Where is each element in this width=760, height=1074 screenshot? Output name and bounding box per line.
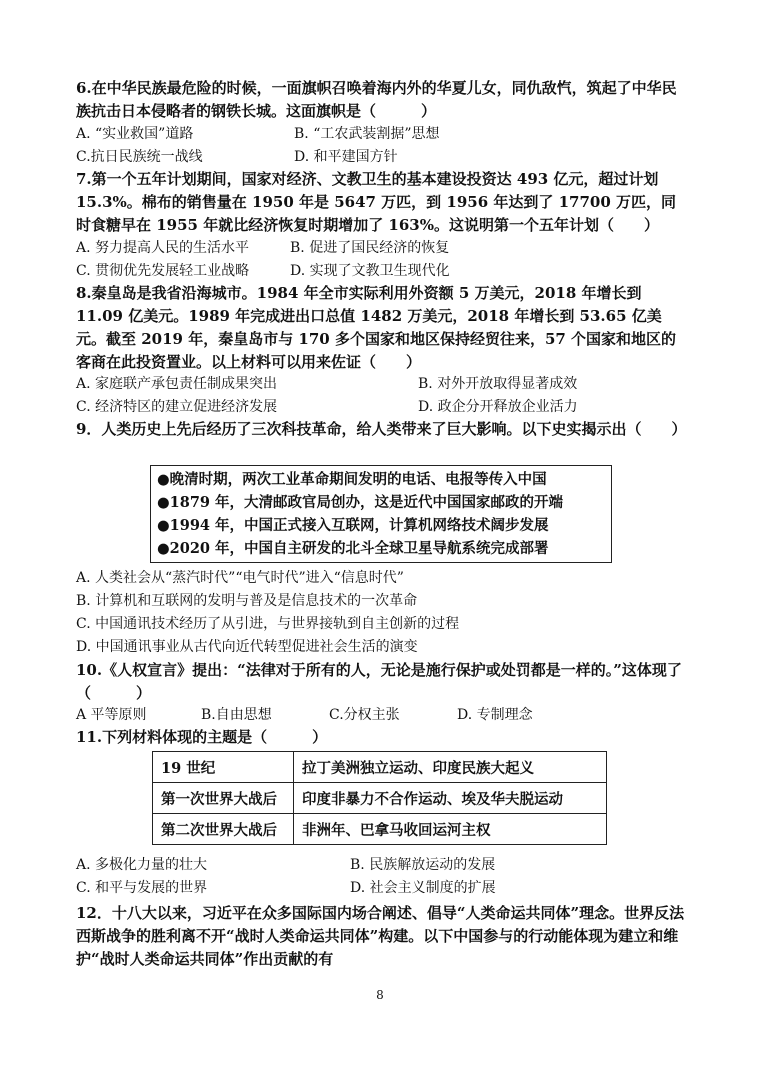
question-11-option-c: C. 和平与发展的世界 — [76, 880, 208, 896]
table-cell-period: 19 世纪 — [153, 752, 294, 783]
question-6-option-b: B. “工农武装割据”思想 — [294, 126, 440, 142]
question-6-option-d: D. 和平建国方针 — [294, 149, 398, 165]
question-9-material-line: ●1879 年，大清邮政官局创办，这是近代中国国家邮政的开端 — [157, 494, 564, 511]
question-6-option-a: A. “实业救国”道路 — [76, 126, 194, 142]
question-9-material-box — [150, 465, 612, 563]
question-8-stem: 8.秦皇岛是我省沿海城市。1984 年全市实际利用外资额 5 万美元，2018 年增长到 11.09 亿美元。1989 年完成进出口总值 1482 万美元，2018 年增长到 53.65 亿美元。截至 2019 年，秦皇岛市与 170 多个国家和地区保持经贸往来，57 个国家和地区的客商在此投资置业。以上材料可以用来佐证（ ） — [76, 284, 677, 371]
question-8-option-a: A. 家庭联产承包责任制成果突出 — [76, 376, 278, 392]
question-9-stem: 9．人类历史上先后经历了三次科技革命，给人类带来了巨大影响。以下史实揭示出（ ） — [76, 420, 687, 438]
question-8-option-b: B. 对外开放取得显著成效 — [418, 376, 578, 392]
table-cell-events: 非洲年、巴拿马收回运河主权 — [294, 814, 607, 845]
page-number: 8 — [376, 988, 384, 1002]
table-row — [153, 752, 607, 783]
table-cell-period: 第一次世界大战后 — [153, 783, 294, 814]
question-11-material-table — [152, 751, 607, 845]
question-9-material-line: ●1994 年，中国正式接入互联网，计算机网络技术阔步发展 — [157, 517, 549, 534]
question-6-stem: 6.在中华民族最危险的时候，一面旗帜召唤着海内外的华夏儿女，同仇敌忾，筑起了中华民族抗击日本侵略者的钢铁长城。这面旗帜是（ ） — [76, 79, 677, 120]
question-7-option-b: B. 促进了国民经济的恢复 — [290, 240, 450, 256]
question-11-option-b: B. 民族解放运动的发展 — [350, 857, 496, 873]
question-7-option-c: C. 贯彻优先发展轻工业战略 — [76, 263, 250, 279]
question-7-stem: 7.第一个五年计划期间，国家对经济、文教卫生的基本建设投资达 493 亿元，超过计划 15.3%。棉布的销售量在 1950 年是 5647 万匹，到 1956 年达到了 17700 万匹，同时食糖早在 1955 年就比经济恢复时期增加了 163%。这说明第一个五年计划（ ） — [76, 170, 676, 234]
question-11-option-a: A. 多极化力量的壮大 — [76, 857, 208, 873]
question-9-material-line: ●2020 年，中国自主研发的北斗全球卫星导航系统完成部署 — [157, 540, 549, 557]
question-9-option-a: A. 人类社会从“蒸汽时代”“电气时代”进入“信息时代” — [76, 570, 404, 586]
question-12-stem: 12．十八大以来，习近平在众多国际国内场合阐述、倡导“人类命运共同体”理念。世界反法西斯战争的胜利离不开“战时人类命运共同体”构建。以下中国参与的行动能体现为建立和维护“战时人类命运共同体”作出贡献的有 — [76, 904, 685, 968]
question-8-option-c: C. 经济特区的建立促进经济发展 — [76, 399, 278, 415]
question-10-option-b: B.自由思想 — [201, 707, 272, 723]
question-10-option-d: D. 专制理念 — [457, 707, 533, 723]
question-7-option-d: D. 实现了文教卫生现代化 — [290, 263, 450, 279]
question-9-option-b: B. 计算机和互联网的发明与普及是信息技术的一次革命 — [76, 593, 418, 609]
question-11-stem: 11.下列材料体现的主题是（ ） — [76, 728, 328, 746]
question-7-option-a: A. 努力提高人民的生活水平 — [76, 240, 250, 256]
question-8-option-d: D. 政企分开释放企业活力 — [418, 399, 578, 415]
question-11-option-d: D. 社会主义制度的扩展 — [350, 880, 496, 896]
question-10-option-a: A 平等原则 — [76, 707, 147, 723]
question-10-stem: 10.《人权宣言》提出：“法律对于所有的人，无论是施行保护或处罚都是一样的。”这体现了（ ） — [76, 661, 682, 702]
question-6-option-c: C.抗日民族统一战线 — [76, 149, 203, 165]
table-cell-events: 印度非暴力不合作运动、埃及华夫脱运动 — [294, 783, 607, 814]
table-cell-events: 拉丁美洲独立运动、印度民族大起义 — [294, 752, 607, 783]
question-9-option-c: C. 中国通讯技术经历了从引进，与世界接轨到自主创新的过程 — [76, 616, 460, 632]
question-9-material-line: ●晚清时期，两次工业革命期间发明的电话、电报等传入中国 — [157, 471, 547, 488]
table-cell-period: 第二次世界大战后 — [153, 814, 294, 845]
question-10-option-c: C.分权主张 — [329, 707, 400, 723]
table-row — [153, 783, 607, 814]
question-9-option-d: D. 中国通讯事业从古代向近代转型促进社会生活的演变 — [76, 639, 418, 655]
table-row — [153, 814, 607, 845]
